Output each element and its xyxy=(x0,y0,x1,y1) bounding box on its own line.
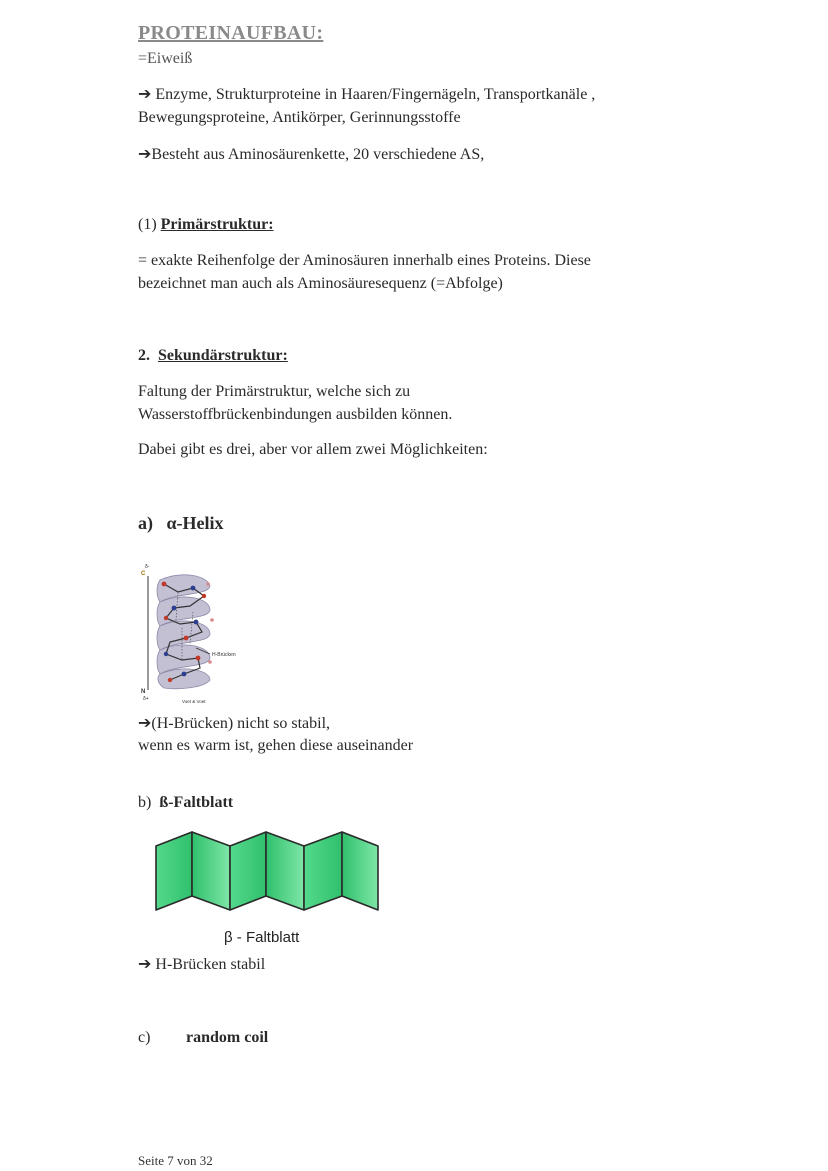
page-footer: Seite 7 von 32 xyxy=(138,1153,213,1168)
beta-sheet-caption: β - Faltblatt xyxy=(224,929,300,946)
helix-hbruecken-label: H-Brücken xyxy=(212,652,236,658)
primary-heading: (1) Primärstruktur: xyxy=(138,216,274,233)
helix-credit: Voet & Voet xyxy=(182,699,206,704)
secondary-line-2: Wasserstoffbrückenbindungen ausbilden können. xyxy=(138,406,453,423)
primary-line-2: bezeichnet man auch als Aminosäuresequenz (=Abfolge) xyxy=(138,275,503,292)
helix-n-label: N xyxy=(141,689,146,695)
helix-note-line-1: ➔(H-Brücken) nicht so stabil, xyxy=(138,715,331,732)
page-title: PROTEINAUFBAU: xyxy=(138,22,324,44)
intro-line-1: ➔ Enzyme, Strukturproteine in Haaren/Fingernägeln, Transportkanäle , xyxy=(138,86,596,103)
primary-line-1: = exakte Reihenfolge der Aminosäuren innerhalb eines Proteins. Diese xyxy=(138,252,591,269)
helix-bottom-label: δ+ xyxy=(143,696,149,702)
helix-heading: a) α-Helix xyxy=(138,513,224,533)
intro-line-2: Bewegungsproteine, Antikörper, Gerinnungsstoffe xyxy=(138,109,461,126)
sheet-heading: b) ß-Faltblatt xyxy=(138,794,234,811)
sheet-note: ➔ H-Brücken stabil xyxy=(138,956,266,973)
coil-letter: c) xyxy=(138,1029,151,1046)
subtitle: =Eiweiß xyxy=(138,50,193,67)
arrow-icon: ➔ xyxy=(138,86,152,103)
beta-sheet-panels xyxy=(156,832,378,910)
arrow-icon: ➔ xyxy=(138,715,152,732)
coil-heading: random coil xyxy=(186,1029,269,1046)
helix-note-line-2: wenn es warm ist, gehen diese auseinander xyxy=(138,737,414,754)
secondary-line-3: Dabei gibt es drei, aber vor allem zwei Möglichkeiten: xyxy=(138,441,488,458)
arrow-icon: ➔ xyxy=(138,146,152,163)
secondary-line-1: Faltung der Primärstruktur, welche sich zu xyxy=(138,383,411,400)
arrow-icon: ➔ xyxy=(138,956,152,973)
beta-sheet-figure xyxy=(152,828,384,916)
intro-line-3: ➔Besteht aus Aminosäurenkette, 20 verschiedene AS, xyxy=(138,146,485,163)
helix-c-label: C xyxy=(141,571,146,577)
secondary-heading: 2. Sekundärstruktur: xyxy=(138,347,288,364)
helix-top-label: δ- xyxy=(145,564,150,570)
alpha-helix-figure xyxy=(138,562,243,706)
